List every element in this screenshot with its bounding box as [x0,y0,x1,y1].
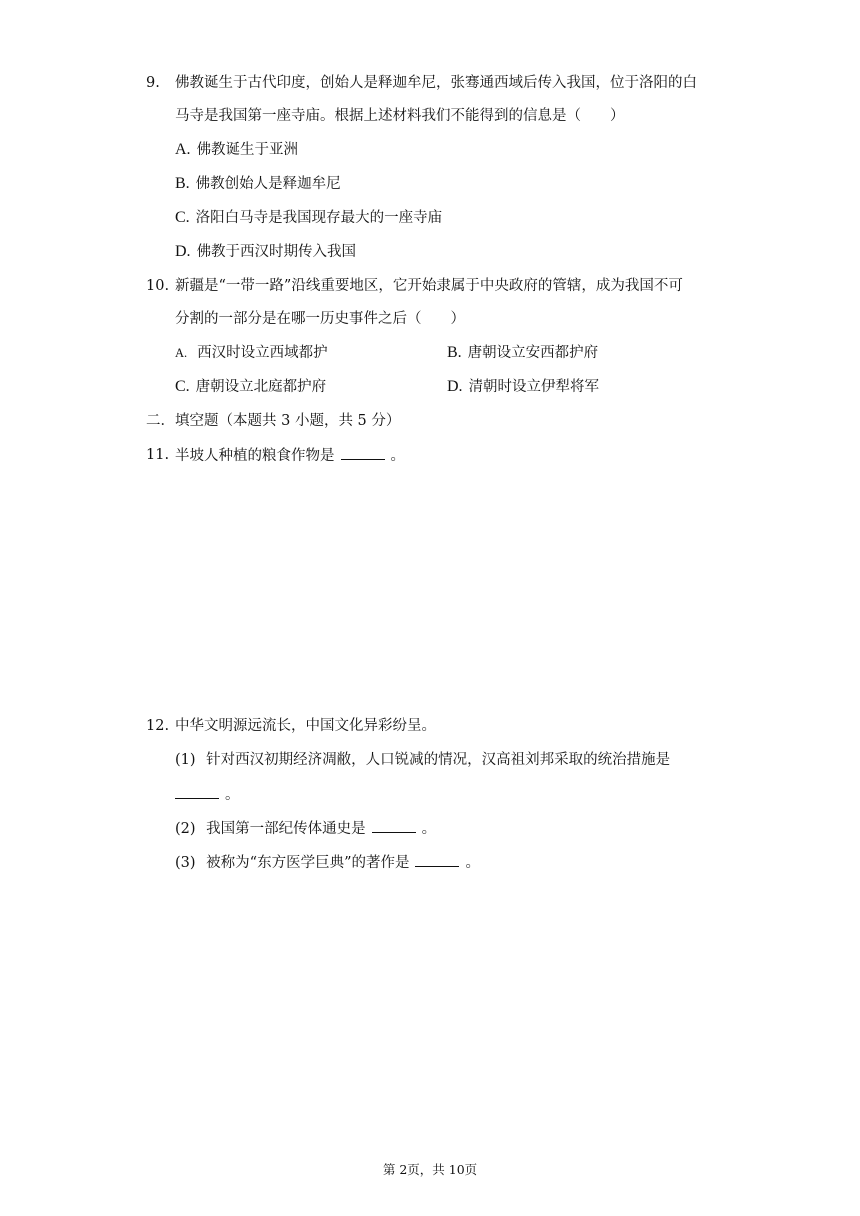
option-letter: D. [447,378,463,395]
sub-text: 针对西汉初期经济凋敝，人口锐减的情况，汉高祖刘邦采取的统治措施是 [206,752,671,768]
answer-blank[interactable] [175,784,219,799]
question-stem: 中华文明源远流长，中国文化异彩纷呈。 [175,718,436,734]
sub-punct: 。 [421,821,437,837]
question-number: 11. [146,447,170,463]
option-c [175,377,326,397]
stem-punct: 。 [390,448,405,464]
option-letter: C. [175,378,190,395]
sub-question-1 [175,750,670,770]
answer-blank[interactable] [415,852,459,867]
option-c [175,208,442,228]
question-stem-line-1: 佛教诞生于古代印度，创始人是释迦牟尼，张骞通西域后传入我国，位于洛阳的白 [175,75,697,91]
sub-question-2 [175,818,436,839]
option-letter: D. [175,243,191,260]
sub-label: (2) [175,821,196,837]
question-number: 10. [146,278,170,294]
option-text: 西汉时设立西域都护 [197,345,328,361]
option-text: 佛教诞生于亚洲 [196,142,299,158]
sub-punct: 。 [225,787,240,803]
question-number: 9. [146,75,160,91]
question-stem-line-1: 新疆是“一带一路”沿线重要地区，它开始隶属于中央政府的管辖，成为我国不可 [175,278,683,294]
option-text: 清朝时设立伊犁将军 [468,379,600,395]
option-letter: B. [447,344,462,361]
question-stem-line-2: 分割的一部分是在哪一历史事件之后（ ） [175,311,465,327]
page-footer: 第 2页，共 10页 [382,1162,478,1177]
question-stem-line-2: 马寺是我国第一座寺庙。根据上述材料我们不能得到的信息是（ ） [175,108,625,124]
sub-question-3 [175,852,480,873]
option-letter: B. [175,175,190,192]
sub-text: 被称为“东方医学巨典”的著作是 [206,855,410,871]
option-text: 佛教于西汉时期传入我国 [196,244,357,260]
sub-label: (3) [175,855,196,871]
sub-text: 我国第一部纪传体通史是 [206,821,366,837]
option-letter: A. [175,346,188,360]
option-b [175,174,341,194]
option-text: 唐朝设立安西都护府 [467,345,599,361]
option-text: 佛教创始人是释迦牟尼 [195,176,341,192]
option-text: 洛阳白马寺是我国现存最大的一座寺庙 [195,210,443,226]
answer-blank[interactable] [372,818,416,833]
option-text: 唐朝设立北庭都护府 [195,379,327,395]
option-d [447,377,599,397]
sub-question-1-answer [169,784,240,805]
option-a [175,140,298,160]
option-letter: A. [175,141,191,158]
stem-text: 半坡人种植的粮食作物是 [175,448,335,464]
answer-blank[interactable] [341,445,385,460]
option-letter: C. [175,209,190,226]
question-number: 12. [146,718,170,734]
option-d [175,242,356,262]
question-stem [175,445,405,466]
option-b [447,343,598,363]
option-a [175,343,328,363]
sub-label: (1) [175,752,196,768]
sub-punct: 。 [465,855,480,871]
section-heading: 二．填空题（本题共 3 小题，共 5 分） [146,413,401,429]
